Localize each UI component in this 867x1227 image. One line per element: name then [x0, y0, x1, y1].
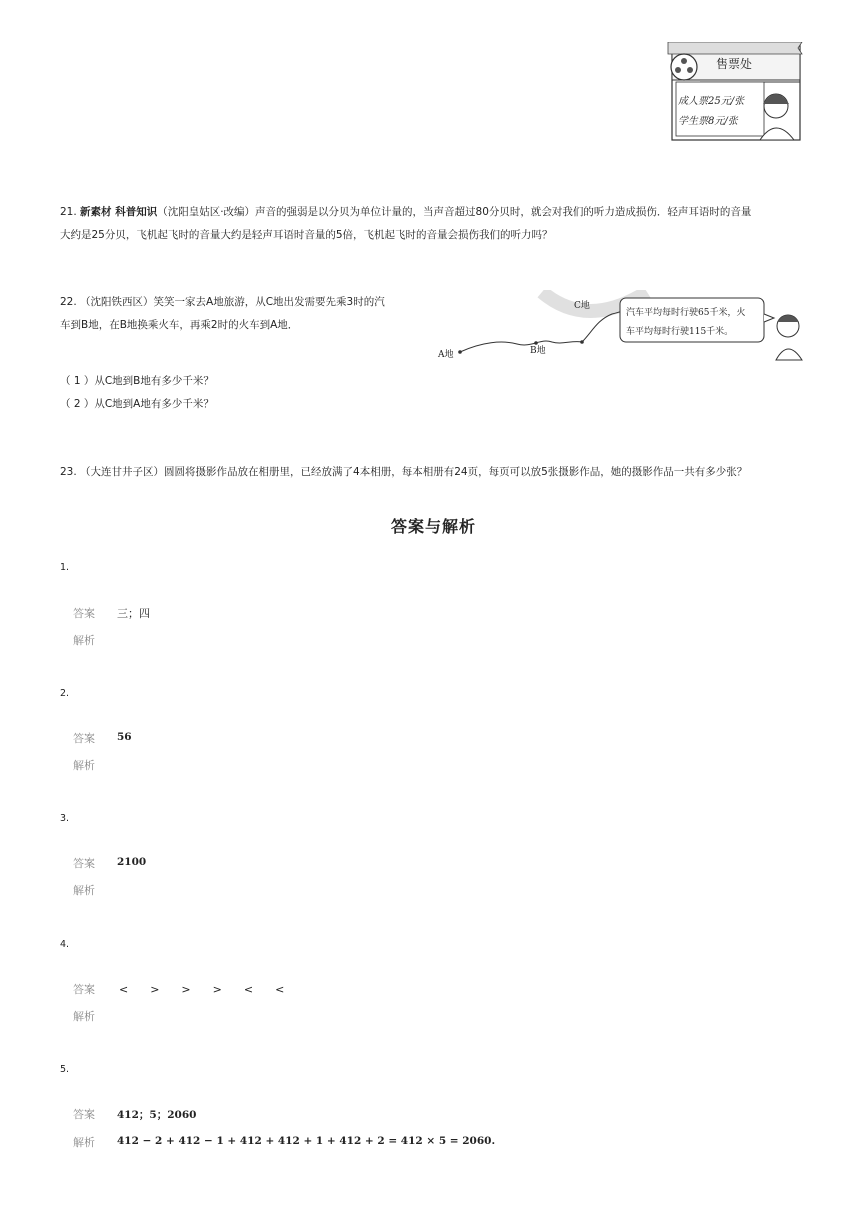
map-label-a: A地 [438, 350, 454, 360]
question-21-tags: 新素材 科普知识 [80, 206, 158, 218]
answer-label: 答案 [73, 857, 95, 870]
answer-value: 三；四 [117, 607, 150, 620]
booth-line-2: 学生票8元/张 [678, 116, 738, 127]
answer-number: 2. [60, 688, 70, 699]
map-label-b: B地 [530, 346, 546, 356]
question-22 [60, 291, 385, 337]
answer-number: 3. [60, 813, 70, 824]
ticket-booth-illustration [664, 42, 806, 144]
question-21-number: 21. [60, 206, 77, 218]
answer-label: 答案 [73, 607, 95, 620]
section-title: 答案与解析 [390, 517, 476, 536]
answer-number: 5. [60, 1064, 70, 1075]
answer-label: 答案 [73, 983, 95, 996]
question-21 [60, 201, 820, 247]
question-21-text-1: （沈阳皇姑区·改编）声音的强弱是以分贝为单位计量的，当声音超过80分贝时，就会对我们的听力造成损伤．轻声耳语时的音量 [157, 206, 752, 218]
question-23: 23. （大连甘井子区）圆圆将摄影作品放在相册里，已经放满了4本相册，每本相册有24页，每页可以放5张摄影作品，她的摄影作品一共有多少张？ [60, 466, 748, 478]
question-22-text-1: 22. （沈阳铁西区）笑笑一家去A地旅游，从C地出发需要先乘3时的汽 [60, 296, 385, 308]
analysis-label: 解析 [73, 634, 95, 647]
analysis-label: 解析 [73, 759, 95, 772]
question-22-sub-1: （ 1 ）从C地到B地有多少千米？ [60, 375, 214, 387]
question-22-subparts [60, 370, 214, 416]
answer-label: 答案 [73, 1108, 95, 1121]
analysis-value: 412 − 2 + 412 − 1 + 412 + 412 + 1 + 412 + 2 = 412 × 5 = 2060. [117, 1135, 496, 1147]
answer-number: 1. [60, 562, 70, 573]
answer-value: 2100 [117, 856, 147, 868]
answer-value: 412；5；2060 [117, 1109, 197, 1121]
analysis-label: 解析 [73, 1136, 95, 1149]
analysis-label: 解析 [73, 884, 95, 897]
question-21-text-2: 大约是25分贝，飞机起飞时的音量大约是轻声耳语时音量的5倍，飞机起飞时的音量会损伤我们的听力吗？ [60, 229, 553, 241]
answer-block-1 [60, 562, 69, 573]
booth-sign: 售票处 [715, 57, 753, 71]
booth-line-1: 成人票25元/张 [678, 96, 745, 107]
analysis-label: 解析 [73, 1010, 95, 1023]
bubble-line-1: 汽车平均每时行驶65千米，火 [626, 308, 746, 318]
answer-number: 4. [60, 939, 70, 950]
map-label-c: C地 [574, 301, 590, 311]
answer-value: < > > > < < [119, 983, 285, 996]
answer-value: 56 [117, 731, 132, 743]
answer-label: 答案 [73, 732, 95, 745]
question-22-text-2: 车到B地，在B地换乘火车，再乘2时的火车到A地． [60, 319, 299, 331]
bubble-line-2: 车平均每时行驶115千米。 [626, 327, 734, 337]
route-map-illustration [432, 290, 810, 368]
question-22-sub-2: （ 2 ）从C地到A地有多少千米？ [60, 398, 214, 410]
